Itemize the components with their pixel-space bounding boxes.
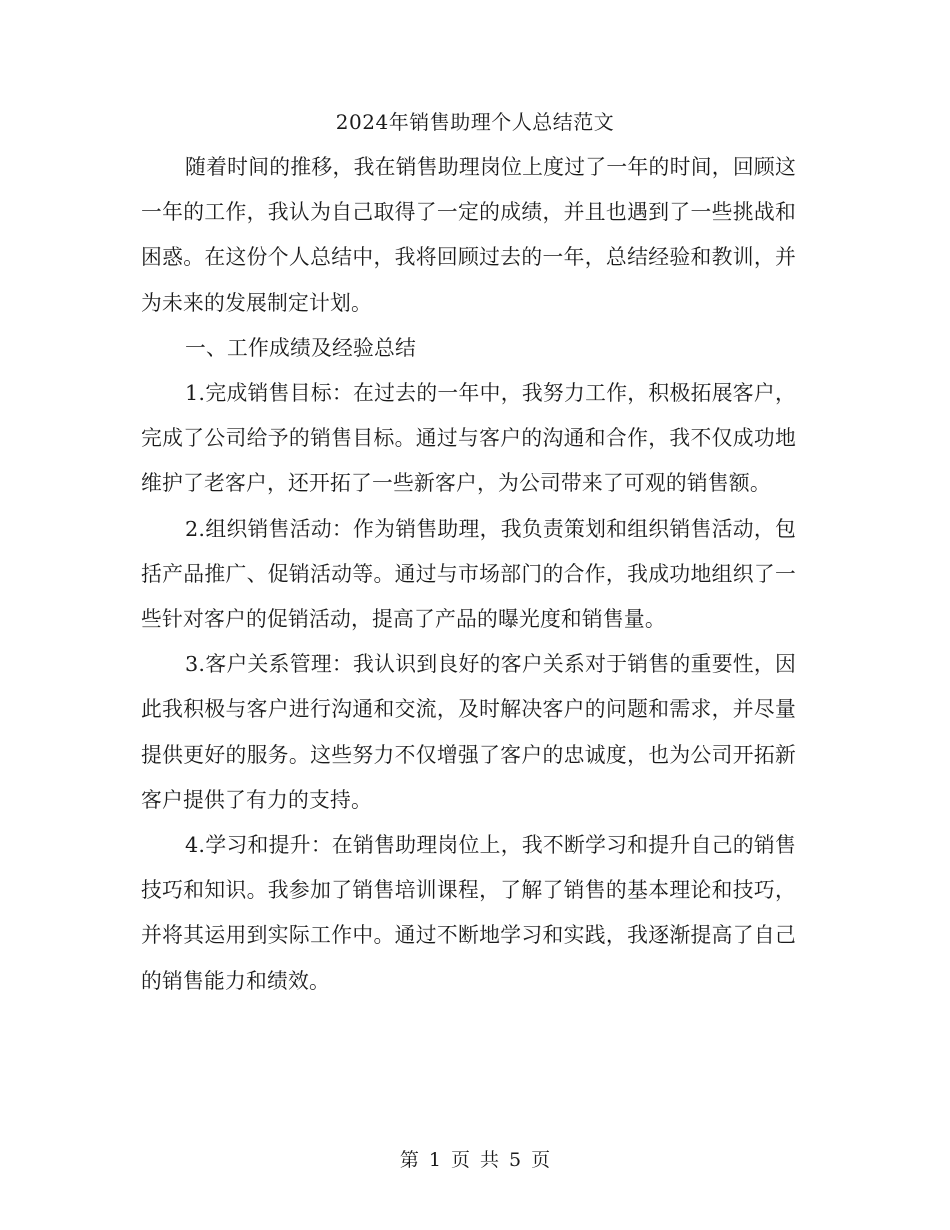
paragraph-item-1: 1.完成销售目标：在过去的一年中，我努力工作，积极拓展客户，完成了公司给予的销售目标。通过与客户的沟通和合作，我不仅成功地维护了老客户，还开拓了一些新客户，为公司带来了可观的销售额。: [141, 381, 796, 496]
document-title: 2024年销售助理个人总结范文: [335, 110, 615, 134]
paragraph-item-3: 3.客户关系管理：我认识到良好的客户关系对于销售的重要性，因此我积极与客户进行沟通和交流，及时解决客户的问题和需求，并尽量提供更好的服务。这些努力不仅增强了客户的忠诚度，也为公司开拓新客户提供了有力的支持。: [141, 652, 796, 812]
page-number-footer: 第 1 页 共 5 页: [399, 1149, 551, 1171]
paragraph-item-4: 4.学习和提升：在销售助理岗位上，我不断学习和提升自己的销售技巧和知识。我参加了销售培训课程，了解了销售的基本理论和技巧，并将其运用到实际工作中。通过不断地学习和实践，我逐渐提高了自己的销售能力和绩效。: [141, 833, 796, 993]
paragraph-intro: 随着时间的推移，我在销售助理岗位上度过了一年的时间，回顾这一年的工作，我认为自己取得了一定的成绩，并且也遇到了一些挑战和困惑。在这份个人总结中，我将回顾过去的一年，总结经验和教训，并为未来的发展制定计划。: [141, 155, 796, 315]
section-heading: 一、工作成绩及经验总结: [185, 335, 416, 360]
paragraph-item-2: 2.组织销售活动：作为销售助理，我负责策划和组织销售活动，包括产品推广、促销活动等。通过与市场部门的合作，我成功地组织了一些针对客户的促销活动，提高了产品的曝光度和销售量。: [141, 516, 796, 632]
document-body: [141, 145, 796, 1004]
